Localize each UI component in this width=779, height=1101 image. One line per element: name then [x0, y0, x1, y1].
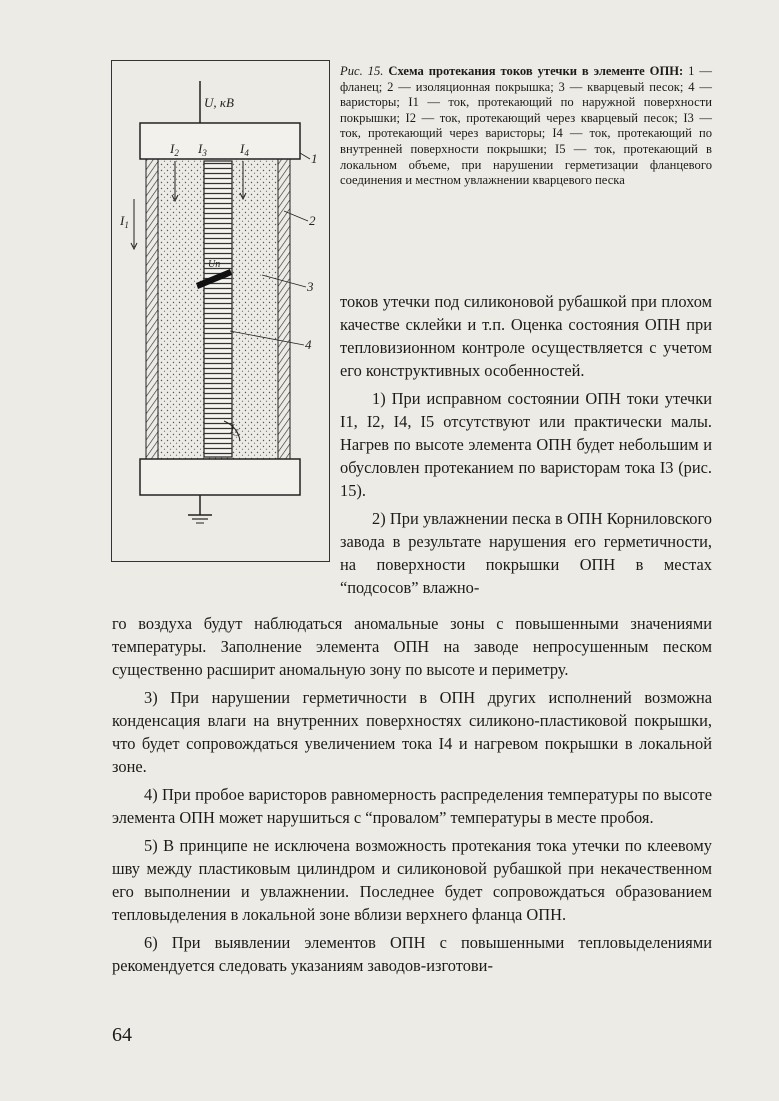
paragraph: 6) При выявлении элементов ОПН с повышенными тепловыделениями рекомендуется следовать указаниям заводов-изготови- — [112, 933, 712, 975]
voltage-label: U, кВ — [204, 95, 234, 110]
full-width-text — [112, 612, 712, 977]
current-i4-label: $I_4$ — [240, 141, 249, 158]
paragraph: 3) При нарушении герметичности в ОПН других исполнений возможна конденсация влаги на внутренних поверхностях силиконо-пластиковой покрышки, что будет сопровождаться увеличением тока I4 и нагревом покрышки в локальной зоне. — [112, 688, 712, 776]
part-1-label: 1 — [311, 151, 318, 166]
current-i3-label: $I_3$ — [198, 141, 207, 158]
crack-label: Un — [208, 259, 221, 270]
opn-leakage-figure — [111, 60, 330, 562]
housing-left-wall — [146, 159, 158, 459]
lower-flange — [140, 459, 300, 495]
page-number: 64 — [112, 1024, 132, 1046]
paragraph: 1) При исправном состоянии ОПН токи утечки I1, I2, I4, I5 отсутствуют или практически малы. Нагрев по высоте элемента ОПН будет небольшим и обусловлен протеканием по варисторам тока I3 (рис. 15). — [340, 389, 712, 500]
opn-diagram — [112, 61, 329, 561]
paragraph: 5) В принципе не исключена возможность протекания тока утечки по клеевому шву между пластиковым цилиндром и силиконовой рубашкой при некачественном его выполнении и увлажнении. Последнее будет сопровождаться образованием тепловыделения в локальной зоне вблизи верхнего фланца ОПН. — [112, 836, 712, 924]
column-text — [340, 290, 712, 599]
caption-fig-ref: Рис. 15. — [340, 64, 384, 78]
paragraph: токов утечки под силиконовой рубашкой при плохом качестве склейки и т.п. Оценка состояния ОПН при тепловизионном контроле осуществляется с учетом его конструктивных особенностей. — [340, 292, 712, 380]
caption-title: Рис. 15. Схема протекания токов утечки в элементе ОПН: — [340, 64, 684, 78]
part-4-label: 4 — [305, 337, 312, 352]
caption-body: 1 — фланец; 2 — изоляционная покрышка; 3 — кварцевый песок; 4 — варисторы; I1 — ток, протекающий по наружной поверхности покрышки; I2 — ток, протекающий через кварцевый песок; I3 — ток, протекающий через варисторы; I4 — ток, протекающий по внутренней поверхности покрышки; I5 — ток, протекающий в локальном объеме, при нарушении герметизации фланцевого соединения и местном увлажнении кварцевого песка — [340, 64, 712, 188]
paragraph: 4) При пробое варисторов равномерность распределения температуры по высоте элемента ОПН может нарушиться с “провалом” температуры в месте пробоя. — [112, 785, 712, 827]
paragraph: 2) При увлажнении песка в ОПН Корниловского завода в результате нарушения его герметичности, на поверхности покрышки ОПН в местах “подсосов” влажно- — [340, 509, 712, 597]
part-3-label: 3 — [307, 279, 314, 294]
upper-flange — [140, 123, 300, 159]
figure-caption — [340, 64, 712, 189]
paragraph: го воздуха будут наблюдаться аномальные зоны с повышенными значениями температуры. Заполнение элемента ОПН на заводе непросушенным песком существенно расширит аномальную зону по высоте и периметру. — [112, 614, 712, 679]
current-i5-label: $I_5$ — [230, 421, 239, 438]
current-i1-label: $I_1$ — [120, 213, 129, 230]
part-2-label: 2 — [309, 213, 316, 228]
current-i2-label: $I_2$ — [170, 141, 179, 158]
housing-right-wall — [278, 159, 290, 459]
